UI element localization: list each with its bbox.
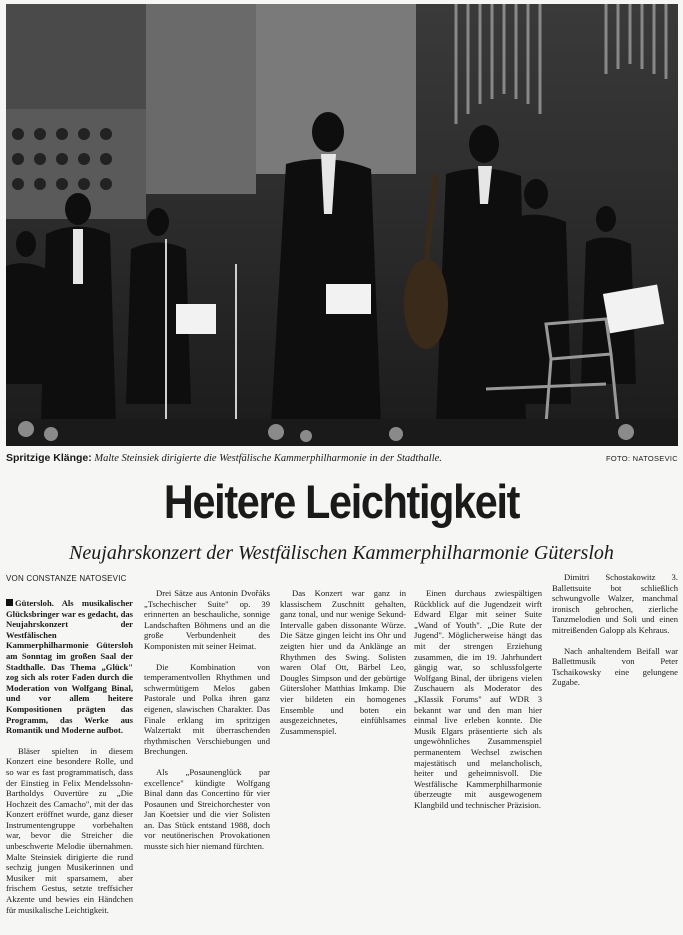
photo-caption xyxy=(6,452,678,468)
body-paragraph: Drei Sätze aus Antonin Dvořáks „Tschechischer Suite" op. 39 erinnerten an beschauliche, sonnige Landschaften Böhmens und an die große Verbundenheit des Komponisten mit seiner Heimat. xyxy=(144,588,270,651)
lead-text: Gütersloh. Als musikalischer Glücksbringer war es gedacht, das Neujahrskonzert der Westfälischen Kammerphilharmonie Gütersloh am Sonntag im großen Saal der Stadthalle. Das Thema „Glück" zog sich als roter Faden durch die Moderation von Wolfgang Binal, und vor allem heitere Kompositionen prägten das Programm, das Werke aus Romantik und Moderne aufbot. xyxy=(6,598,133,736)
article-column-1 xyxy=(6,598,133,925)
article-byline: VON CONSTANZE NATOSEVIC xyxy=(6,574,127,583)
body-paragraph: Als „Posaunenglück par excellence" kündigte Wolfgang Binal dann das Concertino für vier Posaunen und Streichorchester von Jan Koetsier und die vier Solisten an. Das Stück entstand 1988, doch vor neutönerischen Provokationen musste sich hier niemand fürchten. xyxy=(144,766,270,852)
square-bullet-icon xyxy=(6,599,13,606)
caption-text: Malte Steinsiek dirigierte die Westfälische Kammerphilharmonie in der Stadthalle. xyxy=(94,453,442,464)
body-paragraph: Dimitri Schostakowitz 3. Ballettsuite bot schließlich schwungvolle Walzer, manchmal ironisch gebrochen, zierliche Tanzmelodien und Soli und einen mitreißenden Galopp als Kehraus. xyxy=(552,572,678,635)
lead-paragraph xyxy=(6,598,133,736)
body-paragraph: Einen durchaus zwiespältigen Rückblick auf die Jugendzeit wirft Edward Elgar mit seiner Suite „Wand of Youth". „Die Rute der Jugend". Möglicherweise hängt das mit der strengen Erziehung zusammen, die im 19. Jahrhundert gängig war, so schlussfolgerte Wolfgang Binal, der übrigens vielen Zuschauern als Moderator des „Klassik Forums" auf WDR 3 bekannt war und den man hier einmal live erleben konnte. Die Musik Elgars präsentierte sich als ungewöhnliches Zusammenspiel permanentem Wechsel zwischen majestätisch und melancholisch, heiter und geheimnisvoll. Die Westfälische Kammerphilharmonie überzeugte mit ausgewogenem Klangbild und technischer Präzision. xyxy=(414,588,542,810)
article-column-3 xyxy=(280,588,406,746)
body-paragraph: Das Konzert war ganz in klassischem Zuschnitt gehalten, ganz tonal, und nur wenige Sekund-Intervalle gaben dissonante Würze. Die Sätze gingen leicht ins Ohr und zeigten hier und da Anklänge an Rhythmen des Swing. Solisten waren Olaf Ott, Bärbel Leo, Dougles Simpson und der gebürtige Gütersloher Matthias Imkamp. Die vier bildeten ein homogenes Ensemble und boten ein ausgezeichnetes, einfühlsames Zusammenspiel. xyxy=(280,588,406,736)
body-paragraph: Die Kombination von temperamentvollen Rhythmen und schwermütigem Melos gaben Pastorale und Polka ihren ganz eigenen, slawischen Charakter. Das Finale erklang im spritzigen Walzertakt mit überraschenden rhythmischen Verschiebungen und Brechungen. xyxy=(144,661,270,757)
caption-lead: Spritzige Klänge: xyxy=(6,452,92,464)
article-column-2 xyxy=(144,588,270,862)
photo-credit: FOTO: NATOSEVIC xyxy=(605,454,678,463)
body-paragraph: Nach anhaltendem Beifall war Ballettmusik von Peter Tschaikowsky eine gelungene Zugabe. xyxy=(552,645,678,688)
concert-photo-illustration xyxy=(6,4,678,446)
article-column-5 xyxy=(552,572,678,698)
concert-photo xyxy=(6,4,678,446)
article-column-4 xyxy=(414,588,542,820)
article-subhead: Neujahrskonzert der Westfälischen Kammerphilharmonie Gütersloh xyxy=(69,542,614,564)
body-paragraph: Bläser spielten in diesem Konzert eine besondere Rolle, und so war es fast programmatisch, dass der Einstieg in Felix Mendelssohn-Bartholdys Ouvertüre zu „Die Hochzeit des Camacho", mit der das Konzert eröffnet wurde, ganz dieser Instrumentengruppe vorbehalten war, bevor die Streicher die unbeschwerte Melodie übernahmen. Malte Steinsiek dirigierte die rund sechzig jungen Musikerinnen und Musiker mit sparsamem, aber frischem Gestus, setzte treffsicher Akzente und bewies ein Händchen für musikalische Leichtigkeit. xyxy=(6,745,133,915)
article-headline: Heitere Leichtigkeit xyxy=(163,475,520,528)
